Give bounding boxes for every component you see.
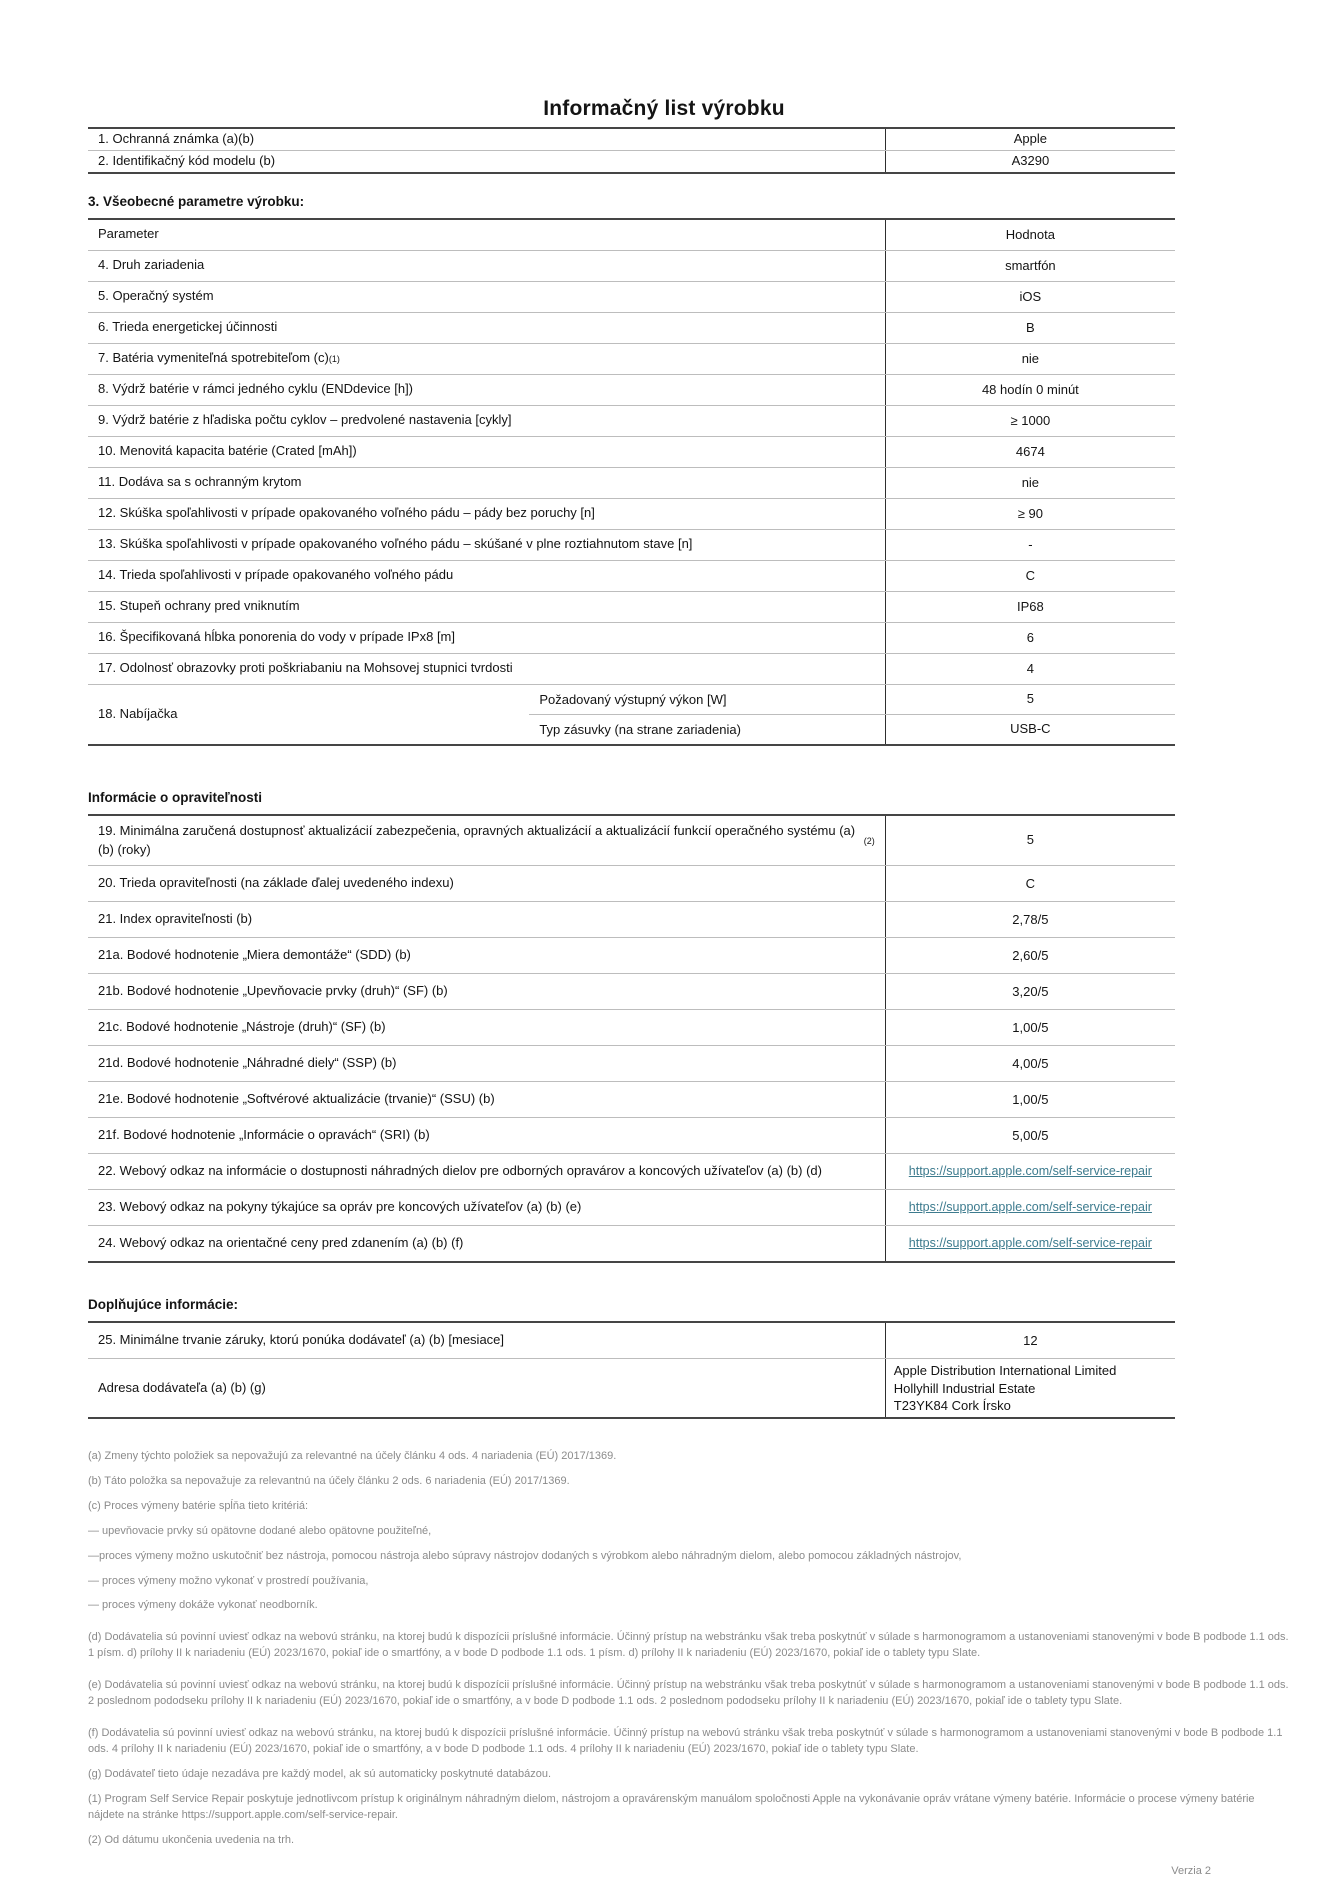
row-label: 19. Minimálna zaručená dostupnosť aktualizácií zabezpečenia, opravných aktualizácií a aktualizácií funkcií operačného systému (a) (b) (roky) (2) <box>98 822 875 857</box>
additional-section-heading: Doplňujúce informácie: <box>88 1297 239 1313</box>
row-value: 48 hodín 0 minút <box>885 375 1175 405</box>
table-row <box>88 1009 1175 1045</box>
footnote: — proces výmeny možno vykonať v prostredí používania, <box>88 1574 369 1587</box>
row-label: 21e. Bodové hodnotenie „Softvérové aktualizácie (trvanie)“ (SSU) (b) <box>98 1091 495 1107</box>
footnote: (e) Dodávatelia sú povinní uviesť odkaz na webovú stránku, na ktorej budú k dispozícii príslušné informácie. Účinný prístup na webstránku však treba poskytnúť v súlade s harmonogramom a ustanoveniami stanovenými v bode B podbode 1.1 ods. 2 poslednom pododseku prílohy II k nariadeniu (EÚ) 2023/1670, pokiaľ ide o smartfóny, a v bode D podbode 1.1 ods. 2 poslednom pododseku prílohy II k nariadeniu (EÚ) 2023/1670, pokiaľ ide o tablety typu Slate. <box>88 1679 1289 1708</box>
row-label: 2. Identifikačný kód modelu (b) <box>98 152 276 168</box>
table-row <box>88 1081 1175 1117</box>
general-section-heading: 3. Všeobecné parametre výrobku: <box>88 193 305 209</box>
repairability-table <box>88 814 1175 1264</box>
row-label: 21b. Bodové hodnotenie „Upevňovacie prvky (druh)“ (SF) (b) <box>98 983 448 999</box>
row-value: 2,78/5 <box>885 902 1175 937</box>
table-row <box>88 591 1175 622</box>
charger-row <box>88 684 1175 744</box>
row-value <box>885 1154 1175 1189</box>
table-row <box>88 467 1175 498</box>
support-link[interactable]: https://support.apple.com/self-service-repair <box>908 1164 1152 1179</box>
row-label: 17. Odolnosť obrazovky proti poškriabaniu na Mohsovej stupnici tvrdosti <box>98 660 513 676</box>
charger-subrow <box>529 685 1175 714</box>
table-row <box>88 1189 1175 1225</box>
row-value: 5 <box>885 685 1175 714</box>
row-label: 21c. Bodové hodnotenie „Nástroje (druh)“ (SF) (b) <box>98 1019 386 1035</box>
page-title: Informačný list výrobku <box>543 97 785 120</box>
row-value: Apple <box>885 129 1175 150</box>
row-label: 24. Webový odkaz na orientačné ceny pred zdanením (a) (b) (f) <box>98 1235 464 1251</box>
table-row <box>88 1225 1175 1261</box>
row-label: 23. Webový odkaz na pokyny týkajúce sa opráv pre koncových užívateľov (a) (b) (e) <box>98 1199 582 1215</box>
row-value <box>885 1226 1175 1261</box>
table-row <box>88 816 1175 866</box>
row-value: - <box>885 530 1175 560</box>
row-label: 13. Skúška spoľahlivosti v prípade opakovaného voľného pádu – skúšané v plne roztiahnutom stave [n] <box>98 536 693 552</box>
table-row <box>88 129 1175 150</box>
additional-info-table <box>88 1321 1175 1418</box>
table-row <box>88 622 1175 653</box>
table-row <box>88 653 1175 684</box>
row-label: 18. Nabíjačka <box>98 705 178 721</box>
row-value: 1,00/5 <box>885 1082 1175 1117</box>
footnote: — upevňovacie prvky sú opätovne dodané alebo opätovne použiteľné, <box>88 1524 432 1537</box>
row-value <box>885 1359 1175 1416</box>
row-label: Parameter <box>98 226 159 242</box>
row-value: smartfón <box>885 251 1175 281</box>
row-value: C <box>885 866 1175 901</box>
row-label: 16. Špecifikovaná hĺbka ponorenia do vody v prípade IPx8 [m] <box>98 629 455 645</box>
row-label: 5. Operačný systém <box>98 288 214 304</box>
row-value: 5 <box>885 816 1175 866</box>
row-label: Adresa dodávateľa (a) (b) (g) <box>98 1379 266 1395</box>
table-row <box>88 498 1175 529</box>
row-value: 1,00/5 <box>885 1010 1175 1045</box>
row-label: 6. Trieda energetickej účinnosti <box>98 319 278 335</box>
row-value: 5,00/5 <box>885 1118 1175 1153</box>
row-label: 21a. Bodové hodnotenie „Miera demontáže“ (SDD) (b) <box>98 947 411 963</box>
row-label: 11. Dodáva sa s ochranným krytom <box>98 474 302 490</box>
row-value: Hodnota <box>885 220 1175 250</box>
address-line: Apple Distribution International Limited <box>893 1363 1117 1379</box>
charger-subrow <box>529 714 1175 744</box>
subrow-label: Požadovaný výstupný výkon [W] <box>539 691 727 707</box>
table-row <box>88 1117 1175 1153</box>
row-label: 8. Výdrž batérie v rámci jedného cyklu (ENDdevice [h]) <box>98 381 414 397</box>
footnote: (a) Zmeny týchto položiek sa nepovažujú za relevantné na účely článku 4 ods. 4 nariadenia (EÚ) 2017/1369. <box>88 1449 617 1462</box>
footnotes-block <box>88 1449 1291 1849</box>
identification-table <box>88 127 1175 174</box>
footnote: —proces výmeny možno uskutočniť bez nástroja, pomocou nástroja alebo súpravy nástrojov dodaných s výrobkom alebo náhradným dielom, alebo pomocou základných nástrojov, <box>88 1549 962 1562</box>
table-row <box>88 529 1175 560</box>
subrow-label: Typ zásuvky (na strane zariadenia) <box>539 721 741 737</box>
row-value: 4,00/5 <box>885 1046 1175 1081</box>
table-row <box>88 250 1175 281</box>
row-value: A3290 <box>885 151 1175 172</box>
support-link[interactable]: https://support.apple.com/self-service-repair <box>908 1200 1152 1215</box>
row-label: 20. Trieda opraviteľnosti (na základe ďalej uvedeného indexu) <box>98 875 454 891</box>
table-row <box>88 901 1175 937</box>
row-value: 12 <box>885 1323 1175 1358</box>
table-row <box>88 281 1175 312</box>
table-row <box>88 560 1175 591</box>
table-row <box>88 1358 1175 1416</box>
footnote: (c) Proces výmeny batérie spĺňa tieto kritériá: <box>88 1499 309 1512</box>
row-value: 2,60/5 <box>885 938 1175 973</box>
row-value: 4674 <box>885 437 1175 467</box>
support-link[interactable]: https://support.apple.com/self-service-repair <box>908 1236 1152 1251</box>
row-value: 3,20/5 <box>885 974 1175 1009</box>
table-row <box>88 343 1175 374</box>
table-row <box>88 865 1175 901</box>
row-label: 25. Minimálne trvanie záruky, ktorú ponúka dodávateľ (a) (b) [mesiace] <box>98 1332 505 1348</box>
version-label: Verzia 2 <box>1171 1864 1211 1877</box>
table-row <box>88 1153 1175 1189</box>
footnote: — proces výmeny dokáže vykonať neodborník. <box>88 1599 318 1612</box>
row-label: 21. Index opraviteľnosti (b) <box>98 911 253 927</box>
row-label: 14. Trieda spoľahlivosti v prípade opakovaného voľného pádu <box>98 567 454 583</box>
charger-subtable <box>529 685 1175 744</box>
address-line: T23YK84 Cork Írsko <box>893 1397 1011 1413</box>
row-label: 15. Stupeň ochrany pred vniknutím <box>98 598 300 614</box>
repair-section-heading: Informácie o opraviteľnosti <box>88 789 262 805</box>
row-value: nie <box>885 468 1175 498</box>
address-lines <box>894 1362 1117 1413</box>
row-value: USB-C <box>885 715 1175 744</box>
footnote: (f) Dodávatelia sú povinní uviesť odkaz na webovú stránku, na ktorej budú k dispozícii príslušné informácie. Účinný prístup na webovú stránku však treba poskytnúť v súlade s harmonogramom a ustanoveniami stanovenými v bode B podbode 1.1 ods. 4 prílohy II k nariadeniu (EÚ) 2023/1670, pokiaľ ide o smartfóny, a v bode D podbode 1.1 ods. 4 prílohy II k nariadeniu (EÚ) 2023/1670, pokiaľ ide o tablety typu Slate. <box>88 1727 1283 1756</box>
row-value: 6 <box>885 623 1175 653</box>
row-value: C <box>885 561 1175 591</box>
row-label: 21f. Bodové hodnotenie „Informácie o opravách“ (SRI) (b) <box>98 1127 430 1143</box>
footnote: (2) Od dátumu ukončenia uvedenia na trh. <box>88 1833 295 1846</box>
row-value: nie <box>885 344 1175 374</box>
footnote: (1) Program Self Service Repair poskytuje jednotlivcom prístup k originálnym náhradným dielom, nástrojom a opravárenským manuálom spoločnosti Apple na vykonávanie opráv vrátane výmeny batérie. Informácie o procese výmeny batérie nájdete na stránke https://support.apple.com/self-service-repair. <box>88 1792 1255 1821</box>
table-row <box>88 937 1175 973</box>
table-row <box>88 220 1175 250</box>
table-row <box>88 150 1175 172</box>
row-value: ≥ 1000 <box>885 406 1175 436</box>
row-label: 7. Batéria vymeniteľná spotrebiteľom (c) (1) <box>98 350 340 366</box>
row-label: 22. Webový odkaz na informácie o dostupnosti náhradných dielov pre odborných opravárov a koncových užívateľov (a) (b) (d) <box>98 1163 822 1179</box>
row-label: 4. Druh zariadenia <box>98 257 205 273</box>
footnote: (g) Dodávateľ tieto údaje nezadáva pre každý model, ak sú automaticky poskytnuté databázou. <box>88 1768 552 1781</box>
table-row <box>88 1045 1175 1081</box>
row-label: 9. Výdrž batérie z hľadiska počtu cyklov – predvolené nastavenia [cykly] <box>98 412 512 428</box>
table-row <box>88 436 1175 467</box>
footnote: (d) Dodávatelia sú povinní uviesť odkaz na webovú stránku, na ktorej budú k dispozícii príslušné informácie. Účinný prístup na webstránku však treba poskytnúť v súlade s harmonogramom a ustanoveniami stanovenými v bode B podbode 1.1 ods. 1 písm. d) prílohy II k nariadeniu (EÚ) 2023/1670, pokiaľ ide o smartfóny, a v bode D podbode 1.1 ods. 1 písm. d) prílohy II k nariadeniu (EÚ) 2023/1670, pokiaľ ide o tablety typu Slate. <box>88 1631 1289 1660</box>
row-label: 1. Ochranná známka (a)(b) <box>98 131 255 146</box>
row-value: B <box>885 313 1175 343</box>
row-value <box>885 1190 1175 1225</box>
address-line: Hollyhill Industrial Estate <box>893 1380 1036 1396</box>
table-row <box>88 374 1175 405</box>
row-label: 21d. Bodové hodnotenie „Náhradné diely“ (SSP) (b) <box>98 1055 397 1071</box>
table-row <box>88 1323 1175 1358</box>
row-label: 10. Menovitá kapacita batérie (Crated [mAh]) <box>98 443 357 459</box>
row-value: ≥ 90 <box>885 499 1175 529</box>
row-value: IP68 <box>885 592 1175 622</box>
row-label: 12. Skúška spoľahlivosti v prípade opakovaného voľného pádu – pády bez poruchy [n] <box>98 505 595 521</box>
general-parameters-table <box>88 218 1175 746</box>
footnote: (b) Táto položka sa nepovažuje za relevantnú na účely článku 2 ods. 6 nariadenia (EÚ) 2017/1369. <box>88 1474 570 1487</box>
table-row <box>88 312 1175 343</box>
row-value: iOS <box>885 282 1175 312</box>
table-row <box>88 405 1175 436</box>
row-value: 4 <box>885 654 1175 684</box>
table-row <box>88 973 1175 1009</box>
